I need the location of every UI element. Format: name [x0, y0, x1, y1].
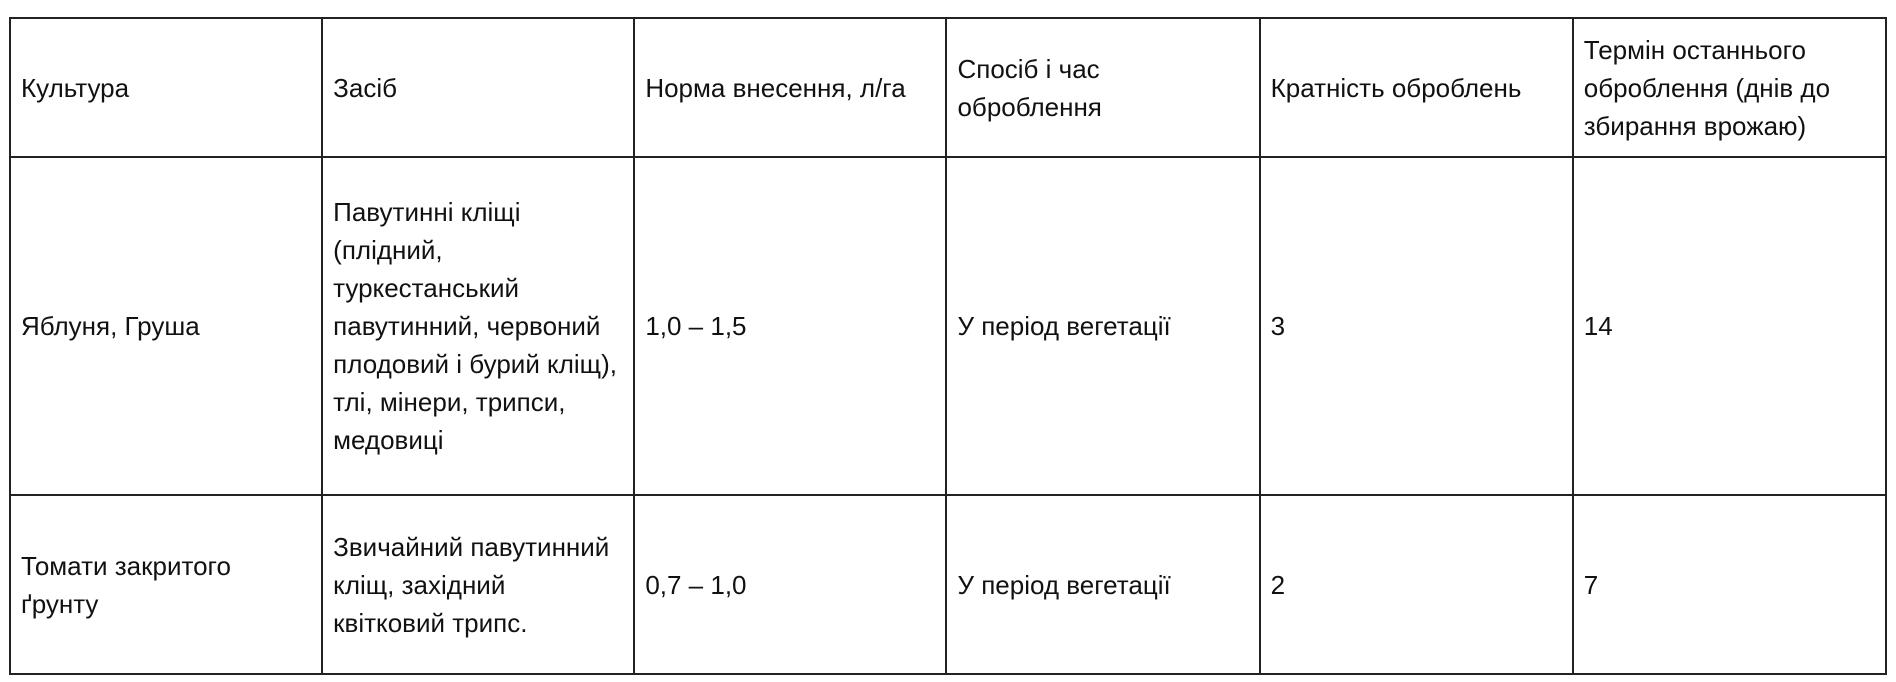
table-header-row [10, 18, 1886, 157]
cell-target: Звичайний павутинний кліщ, західний квітковий трипс. [322, 495, 634, 674]
cell-term: 14 [1573, 157, 1886, 495]
header-cell-method: Спосіб і час оброблення [946, 18, 1259, 157]
cell-method: У період вегетації [946, 495, 1259, 674]
cell-count: 3 [1260, 157, 1573, 495]
cell-method: У період вегетації [946, 157, 1259, 495]
cell-rate: 1,0 – 1,5 [634, 157, 946, 495]
cell-count: 2 [1260, 495, 1573, 674]
cell-crop: Яблуня, Груша [10, 157, 322, 495]
cell-crop: Томати закритого ґрунту [10, 495, 322, 674]
header-cell-crop: Культура [10, 18, 322, 157]
table-row [10, 157, 1886, 495]
pesticide-application-table [9, 17, 1887, 675]
table-row [10, 495, 1886, 674]
header-cell-rate: Норма внесення, л/га [634, 18, 946, 157]
cell-rate: 0,7 – 1,0 [634, 495, 946, 674]
header-cell-agent: Засіб [322, 18, 634, 157]
cell-target: Павутинні кліщі (плідний, туркестанський павутинний, червоний плодовий і бурий кліщ), тлі, мінери, трипси, медовиці [322, 157, 634, 495]
table-container [9, 17, 1887, 675]
cell-term: 7 [1573, 495, 1886, 674]
header-cell-term: Термін останнього оброблення (днів до збирання врожаю) [1573, 18, 1886, 157]
header-cell-count: Кратність оброблень [1260, 18, 1573, 157]
